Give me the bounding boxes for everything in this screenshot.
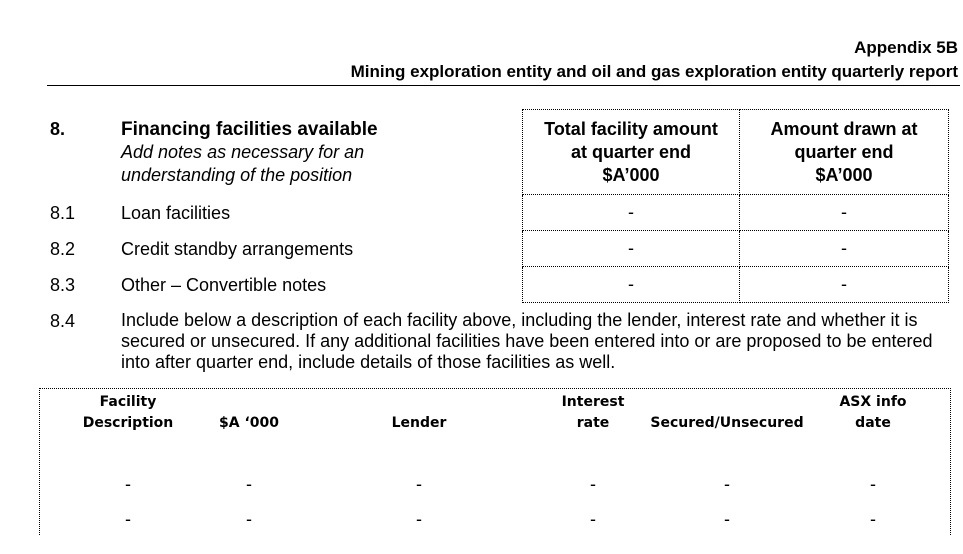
- amount-drawn-cell: -: [740, 195, 949, 231]
- header-line: [369, 392, 469, 413]
- section-number: 8.: [50, 119, 66, 139]
- facility-table: [522, 109, 949, 303]
- amount-drawn-cell: -: [740, 267, 949, 303]
- header-line: $A ‘000: [219, 415, 279, 431]
- details-cell: -: [870, 509, 876, 529]
- column-header-asx-date: [823, 392, 923, 434]
- details-cell: -: [246, 509, 252, 529]
- header-line: Secured/Unsecured: [650, 415, 804, 431]
- row-number: 8.1: [50, 203, 76, 223]
- section-subtitle-line1: Add notes as necessary for an: [121, 142, 365, 162]
- header-line: date: [855, 415, 891, 431]
- details-cell: -: [125, 509, 131, 529]
- header-line: [647, 392, 807, 413]
- header-line: quarter end: [794, 141, 894, 162]
- section-heading: [121, 119, 378, 187]
- total-facility-header: [523, 110, 740, 195]
- details-cell: -: [724, 509, 730, 529]
- details-cell: -: [125, 474, 131, 494]
- column-header-interest-rate: [543, 392, 643, 434]
- row-label: Loan facilities: [121, 203, 231, 223]
- total-facility-cell: -: [523, 195, 740, 231]
- table-row: [523, 267, 949, 303]
- details-cell: -: [724, 474, 730, 494]
- column-header-lender: [369, 392, 469, 434]
- amount-drawn-header: [740, 110, 949, 195]
- row-number: 8.2: [50, 239, 76, 259]
- details-cell: -: [590, 474, 596, 494]
- column-header-facility-description: [68, 392, 188, 434]
- header-rule: [47, 85, 960, 86]
- header-line: $A’000: [815, 164, 873, 185]
- item-number: 8.4: [50, 311, 76, 331]
- section-subtitle-line2: understanding of the position: [121, 165, 353, 185]
- header-line: Description: [82, 415, 174, 431]
- amount-drawn-cell: -: [740, 231, 949, 267]
- row-label: Credit standby arrangements: [121, 239, 354, 259]
- table-row: [523, 231, 949, 267]
- appendix-label: Appendix 5B: [854, 38, 958, 57]
- details-cell: -: [590, 509, 596, 529]
- header-line: Amount drawn at: [770, 118, 918, 139]
- report-title: Mining exploration entity and oil and gas exploration entity quarterly report: [350, 62, 958, 81]
- row-label: Other – Convertible notes: [121, 275, 327, 295]
- table-row: [523, 195, 949, 231]
- header-line: Lender: [391, 415, 447, 431]
- section-title: Financing facilities available: [121, 119, 378, 140]
- header-line: [199, 392, 299, 413]
- header-line: Facility: [99, 394, 157, 410]
- header-line: $A’000: [602, 164, 660, 185]
- details-cell: -: [246, 474, 252, 494]
- total-facility-cell: -: [523, 267, 740, 303]
- details-cell: -: [416, 509, 422, 529]
- header-line: Interest: [561, 394, 625, 410]
- header-line: at quarter end: [570, 141, 692, 162]
- header-line: rate: [576, 415, 610, 431]
- column-header-secured: [647, 392, 807, 434]
- details-cell: -: [416, 474, 422, 494]
- header-line: ASX info: [839, 394, 907, 410]
- total-facility-cell: -: [523, 231, 740, 267]
- row-number: 8.3: [50, 275, 76, 295]
- header-line: Total facility amount: [544, 118, 718, 139]
- details-cell: -: [870, 474, 876, 494]
- column-header-amount: [199, 392, 299, 434]
- item-description: Include below a description of each facility above, including the lender, interest rate and whether it is secured or unsecured. If any additional facilities have been entered into or are proposed to be entered into after quarter end, include details of those facilities as well.: [121, 310, 933, 372]
- facility-table-header: [523, 110, 949, 195]
